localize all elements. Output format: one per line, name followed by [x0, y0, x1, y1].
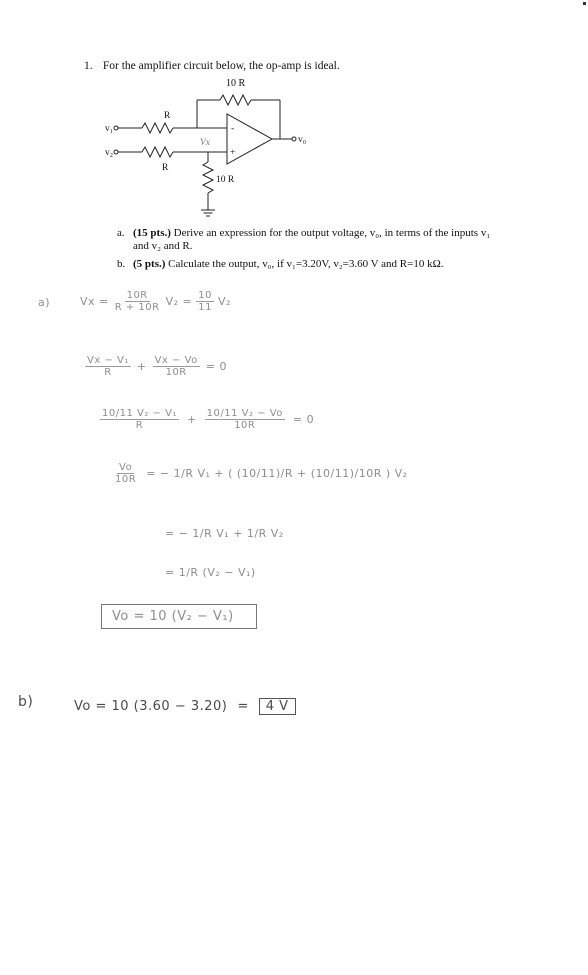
part-a-text: Derive an expression for the output voltage, v₀, in terms of the inputs v₁ [173, 227, 491, 239]
input-resistor-bottom-label: R [162, 163, 169, 173]
handwritten-line-3 [100, 408, 314, 431]
part-b-points: (5 pts.) [133, 258, 166, 270]
part-b [117, 258, 444, 271]
ground-resistor-label: 10 R [216, 175, 235, 185]
line2-fraction-1 [85, 355, 131, 378]
line4-numerator: Vo [119, 462, 133, 473]
line4-denominator: 10R [115, 474, 137, 485]
line1-mid: V₂ = [165, 295, 193, 308]
handwritten-a-label: a) [38, 296, 51, 309]
line3-numerator-1: 10/11 V₂ − V₁ [102, 408, 177, 419]
handwritten-line-2 [85, 355, 227, 378]
line1-numerator-2: 10 [198, 290, 212, 301]
line1-denominator: R + 10R [114, 302, 160, 313]
part-a-points: (15 pts.) [133, 227, 171, 239]
v1-terminal [114, 126, 118, 130]
line4-fraction [113, 462, 138, 485]
line2-plus: + [136, 360, 147, 373]
line2-numerator-1: Vx − V₁ [87, 355, 129, 366]
v2-label: v₂ [105, 148, 114, 158]
line3-denominator-2: 10R [234, 420, 256, 431]
part-a-letter: a. [117, 227, 125, 239]
line2-denominator-1: R [104, 367, 112, 378]
problem-stem [84, 60, 340, 72]
input-resistor-bottom [142, 147, 173, 157]
line1-end: V₂ [218, 295, 231, 308]
handwritten-line-5: = − 1/R V₁ + 1/R V₂ [165, 527, 284, 540]
handwritten-line-4 [113, 462, 408, 485]
noninverting-input-sign: + [230, 148, 236, 158]
v2-terminal [114, 150, 118, 154]
line3-plus: + [186, 413, 197, 426]
line1-lhs: Vx = [80, 295, 109, 308]
part-b-text: Calculate the output, v₀, if v₁=3.20V, v₂=3.60 V and R=10 kΩ. [168, 258, 444, 270]
inverting-input-sign: - [231, 124, 235, 134]
handwritten-b-label: b) [18, 694, 34, 710]
input-resistor-top-label: R [164, 111, 171, 121]
line2-fraction-2 [153, 355, 200, 378]
ground-resistor [203, 162, 213, 193]
line3-numerator-2: 10/11 V₂ − Vo [206, 408, 283, 419]
vx-node-label: Vx [200, 138, 211, 148]
b-boxed-answer: 4 V [259, 698, 296, 715]
boxed-final-expression: Vo = 10 (V₂ − V₁) [101, 604, 257, 629]
line4-rhs: = − 1/R V₁ + ( (10/11)/R + (10/11)/10R ) V₂ [146, 467, 408, 480]
problem-number: 1. [84, 60, 93, 72]
part-a [117, 227, 490, 253]
line3-fraction-1 [100, 408, 179, 431]
feedback-resistor [220, 95, 251, 105]
part-a-text-continued: and v₂ and R. [133, 240, 193, 252]
line1-numerator: 10R [126, 290, 148, 301]
feedback-resistor-label: 10 R [226, 78, 246, 89]
handwritten-b-line [74, 698, 296, 715]
v1-label: v₁ [105, 124, 114, 134]
line2-numerator-2: Vx − Vo [154, 355, 198, 366]
line1-fraction-2 [196, 290, 214, 313]
line3-end: = 0 [292, 413, 315, 426]
b-equals: = [237, 699, 249, 714]
line3-fraction-2 [205, 408, 285, 431]
vo-label: v₀ [298, 135, 307, 145]
line3-denominator-1: R [135, 420, 144, 431]
vo-terminal [292, 137, 296, 141]
line1-denominator-2: 11 [198, 302, 212, 313]
handwritten-line-1 [80, 290, 231, 313]
b-expression: Vo = 10 (3.60 − 3.20) [74, 699, 228, 714]
problem-stem-text: For the amplifier circuit below, the op-amp is ideal. [102, 60, 340, 72]
handwritten-line-6: = 1/R (V₂ − V₁) [165, 566, 256, 579]
line2-end: = 0 [205, 360, 227, 373]
amplifier-circuit-diagram [90, 72, 340, 222]
line2-denominator-2: 10R [165, 367, 187, 378]
input-resistor-top [142, 123, 173, 133]
corner-mark [583, 2, 586, 5]
part-b-letter: b. [117, 258, 126, 270]
line1-fraction [113, 290, 162, 313]
